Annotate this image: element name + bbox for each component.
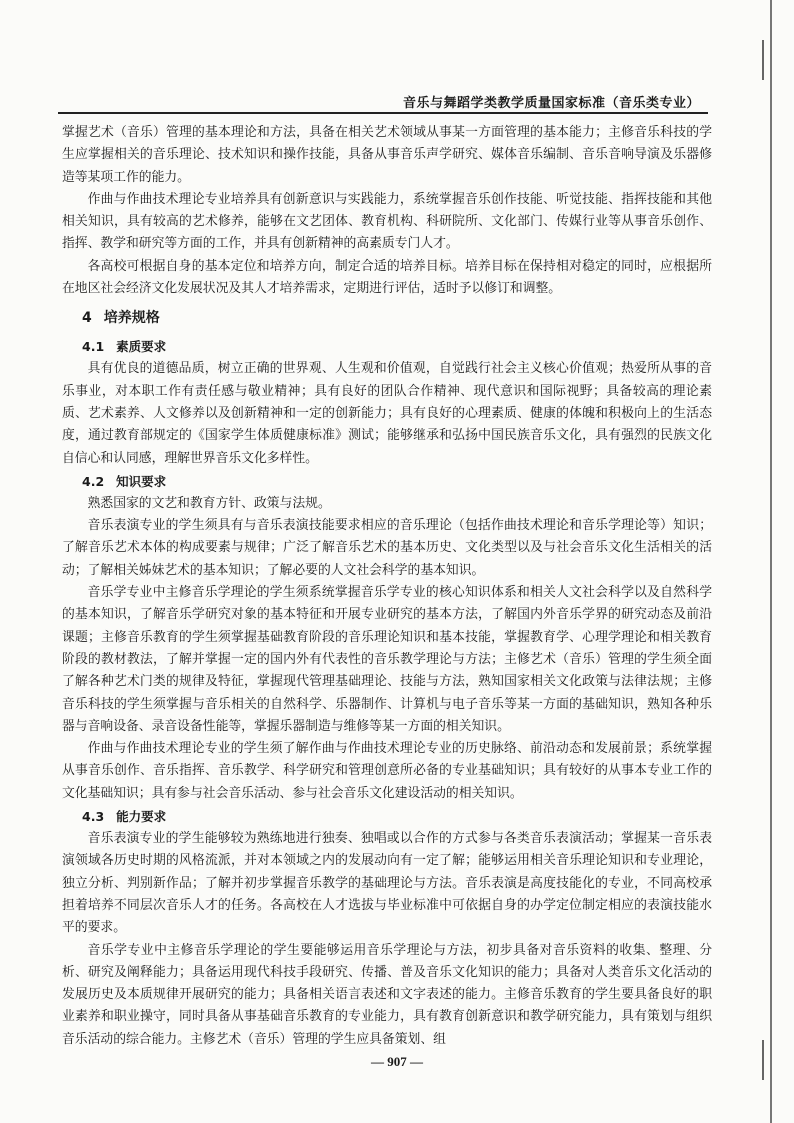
body-text [62,122,712,1051]
paragraph: 音乐学专业中主修音乐学理论的学生要能够运用音乐学理论与方法，初步具备对音乐资料的收集、整理、分析、研究及阐释能力；具备运用现代科技手段研究、传播、普及音乐文化知识的能力；具备对人类音乐文化活动的发展历史及本质规律开展研究的能力；具备相关语言表述和文字表述的能力。主修音乐教育的学生要具备良好的职业素养和职业操守，同时具备从事基础音乐教育的专业能力，具有教育创新意识和教学研究能力，具有策划与组织音乐活动的综合能力。主修艺术（音乐）管理的学生应具备策划、组 [62,942,712,1047]
paragraph: 各高校可根据自身的基本定位和培养方向，制定合适的培养目标。培养目标在保持相对稳定的同时，应根据所在地区社会经济文化发展状况及其人才培养需求，定期进行评估，适时予以修订和调整。 [62,258,712,297]
header-rule [58,112,708,114]
subsection-number: 4.3 [82,809,105,825]
scan-edge-mark [758,1040,764,1080]
section-heading [82,306,712,330]
subsection-number: 4.1 [82,339,105,355]
subsection-heading [82,806,712,828]
page-number: — 907 — [371,1054,423,1069]
subsection-heading [82,336,712,358]
scan-edge-line [767,0,772,1123]
paragraph: 熟悉国家的文艺和教育方针、政策与法规。 [87,495,331,511]
paragraph: 音乐学专业中主修音乐学理论的学生须系统掌握音乐学专业的核心知识体系和相关人文社会科学以及自然科学的基本知识，了解音乐学研究对象的基本特征和开展专业研究的基本方法，了解国内外音乐学界的研究动态及前沿课题；主修音乐教育的学生须掌握基础教育阶段的音乐理论知识和基本技能，掌握教育学、心理学理论和相关教育阶段的教材教法，了解并掌握一定的国内外有代表性的音乐教学理论与方法；主修艺术（音乐）管理的学生须全面了解各种艺术门类的规律及特征，掌握现代管理基础理论、技能与方法，熟知国家相关文化政策与法律法规；主修音乐科技的学生须掌握与音乐相关的自然科学、乐器制作、计算机与电子音乐等某一方面的基础知识，熟知各种乐器与音响设备、录音设备性能等，掌握乐器制造与维修等某一方面的相关知识。 [62,585,712,734]
paragraph: 音乐表演专业的学生能够较为熟练地进行独奏、独唱或以合作的方式参与各类音乐表演活动；掌握某一音乐表演领域各历史时期的风格流派，并对本领域之内的发展动向有一定了解；能够运用相关音乐理论知识和专业理论，独立分析、判别新作品；了解并初步掌握音乐教学的基础理论与方法。音乐表演是高度技能化的专业，不同高校承担着培养不同层次音乐人才的任务。各高校在人才选拔与毕业标准中可依据自身的办学定位制定相应的表演技能水平的要求。 [62,831,712,936]
paragraph: 掌握艺术（音乐）管理的基本理论和方法，具备在相关艺术领域从事某一方面管理的基本能力；主修音乐科技的学生应掌握相关的音乐理论、技术知识和操作技能，具备从事音乐声学研究、媒体音乐编制、音乐音响导演及乐器修造等某项工作的能力。 [62,125,712,185]
subsection-number: 4.2 [82,473,105,489]
section-title: 培养规格 [103,310,160,327]
scan-edge-mark [758,40,764,80]
paragraph: 音乐表演专业的学生须具有与音乐表演技能要求相应的音乐理论（包括作曲技术理论和音乐学理论等）知识；了解音乐艺术本体的构成要素与规律；广泛了解音乐艺术的基本历史、文化类型以及与社会音乐文化生活相关的活动；了解相关姊妹艺术的基本知识；了解必要的人文社会科学的基本知识。 [62,518,712,578]
paragraph: 作曲与作曲技术理论专业培养具有创新意识与实践能力，系统掌握音乐创作技能、听觉技能、指挥技能和其他相关知识，具有较高的艺术修养，能够在文艺团体、教育机构、科研院所、文化部门、传媒行业等从事音乐创作、指挥、教学和研究等方面的工作，并具有创新精神的高素质专门人才。 [62,191,712,252]
subsection-title: 知识要求 [116,473,167,489]
paragraph: 作曲与作曲技术理论专业的学生须了解作曲与作曲技术理论专业的历史脉络、前沿动态和发展前景；系统掌握从事音乐创作、音乐指挥、音乐教学、科学研究和管理创意所必备的专业基础知识；具有较好的从事本专业工作的文化基础知识；具有参与社会音乐活动、参与社会音乐文化建设活动的相关知识。 [62,741,712,801]
running-header-title: 音乐与舞蹈学类教学质量国家标准（音乐类专业） [402,96,700,111]
paragraph: 具有优良的道德品质，树立正确的世界观、人生观和价值观，自觉践行社会主义核心价值观；热爱所从事的音乐事业，对本职工作有责任感与敬业精神；具有良好的团队合作精神、现代意识和国际视野；具备较高的理论素质、艺术素养、人文修养以及创新精神和一定的创新能力；具有良好的心理素质、健康的体魄和积极向上的生活态度，通过教育部规定的《国家学生体质健康标准》测试；能够继承和弘扬中国民族音乐文化，具有强烈的民族文化自信心和认同感，理解世界音乐文化多样性。 [62,361,712,466]
subsection-heading [82,471,712,493]
section-number: 4 [82,310,92,327]
subsection-title: 素质要求 [116,339,167,355]
subsection-title: 能力要求 [116,809,167,825]
